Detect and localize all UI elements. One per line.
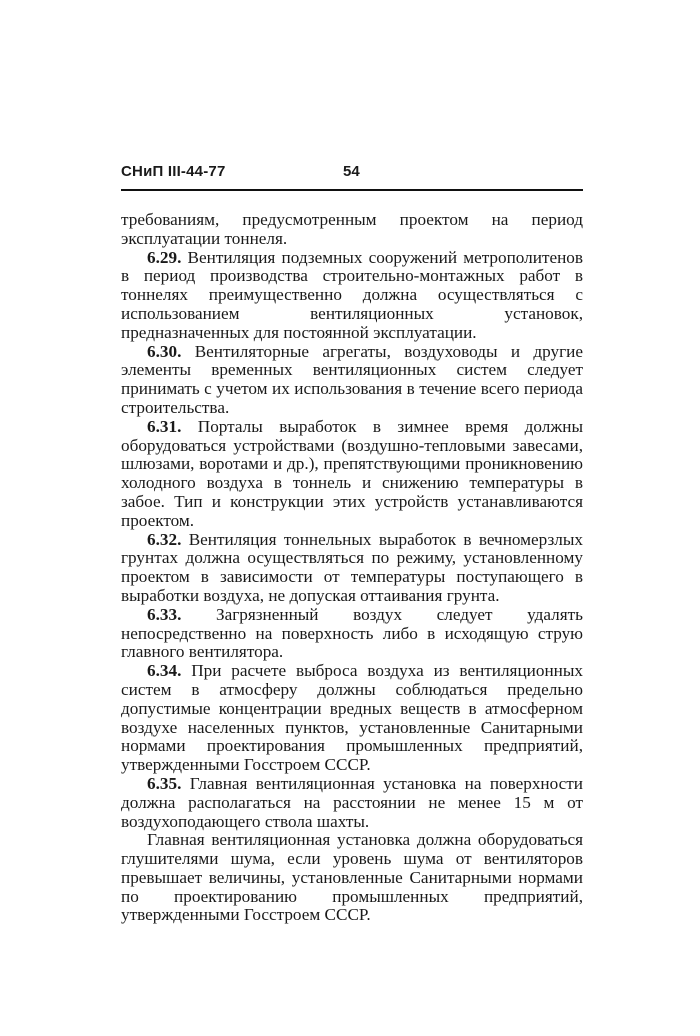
- clause-6-30: [121, 343, 583, 418]
- clause-text: Вентиляция тоннельных выработок в вечномерзлых грунтах должна осуществляться по режиму, установленному проектом в зависимости от температуры поступающего в выработки воздуха, не допуская оттаивания грунта.: [121, 529, 583, 605]
- clause-6-32: [121, 531, 583, 606]
- clause-text: Вентиляторные агрегаты, воздуховоды и другие элементы временных вентиляционных систем следует принимать с учетом их использования в течение всего периода строительства.: [121, 341, 583, 417]
- clause-number: 6.31.: [147, 416, 182, 436]
- clause-number: 6.35.: [147, 773, 182, 793]
- clause-text: При расчете выброса воздуха из вентиляционных систем в атмосферу должны соблюдаться предельно допустимые концентрации вредных веществ в атмосферном воздухе населенных пунктов, установленные Санитарными нормами проектирования промышленных предприятий, утвержденными Госстроем СССР.: [121, 661, 583, 775]
- document-body: [121, 211, 583, 925]
- document-code: СНиП III-44-77: [121, 163, 226, 180]
- clause-number: 6.34.: [147, 661, 182, 681]
- clause-6-34: [121, 662, 583, 775]
- clause-text: Порталы выработок в зимнее время должны оборудоваться устройствами (воздушно-тепловыми завесами, шлюзами, воротами и др.), препятствующими проникновению холодного воздуха в тоннель и снижению температуры в забое. Тип и конструкции этих устройств устанавливаются проектом.: [121, 416, 583, 530]
- clause-number: 6.29.: [147, 247, 182, 267]
- clause-6-29: [121, 249, 583, 343]
- paragraph-text: требованиям, предусмотренным проектом на период эксплуатации тоннеля.: [121, 210, 583, 248]
- paragraph-main-fan-noise: [121, 831, 583, 925]
- clause-6-31: [121, 418, 583, 531]
- clause-text: Загрязненный воздух следует удалять непосредственно на поверхность либо в исходящую струю главного вентилятора.: [121, 604, 583, 662]
- header-rule: [121, 189, 583, 191]
- clause-text: Вентиляция подземных сооружений метрополитенов в период производства строительно-монтажных работ в тоннелях преимущественно должна осуществляться с использованием вентиляционных установок, предназначенных для постоянной эксплуатации.: [121, 247, 583, 342]
- page-header: [121, 163, 583, 187]
- clause-6-35: [121, 775, 583, 831]
- paragraph-continuation: [121, 211, 583, 249]
- page-number: 54: [343, 163, 360, 180]
- clause-6-33: [121, 606, 583, 662]
- clause-number: 6.33.: [147, 604, 182, 624]
- clause-number: 6.30.: [147, 341, 182, 361]
- clause-text: Главная вентиляционная установка на поверхности должна располагаться на расстоянии не менее 15 м от воздухоподающего ствола шахты.: [121, 773, 583, 831]
- paragraph-text: Главная вентиляционная установка должна оборудоваться глушителями шума, если уровень шума от вентиляторов превышает величины, установленные Санитарными нормами по проектированию промышленных предприятий, утвержденными Госстроем СССР.: [121, 830, 583, 925]
- clause-number: 6.32.: [147, 529, 182, 549]
